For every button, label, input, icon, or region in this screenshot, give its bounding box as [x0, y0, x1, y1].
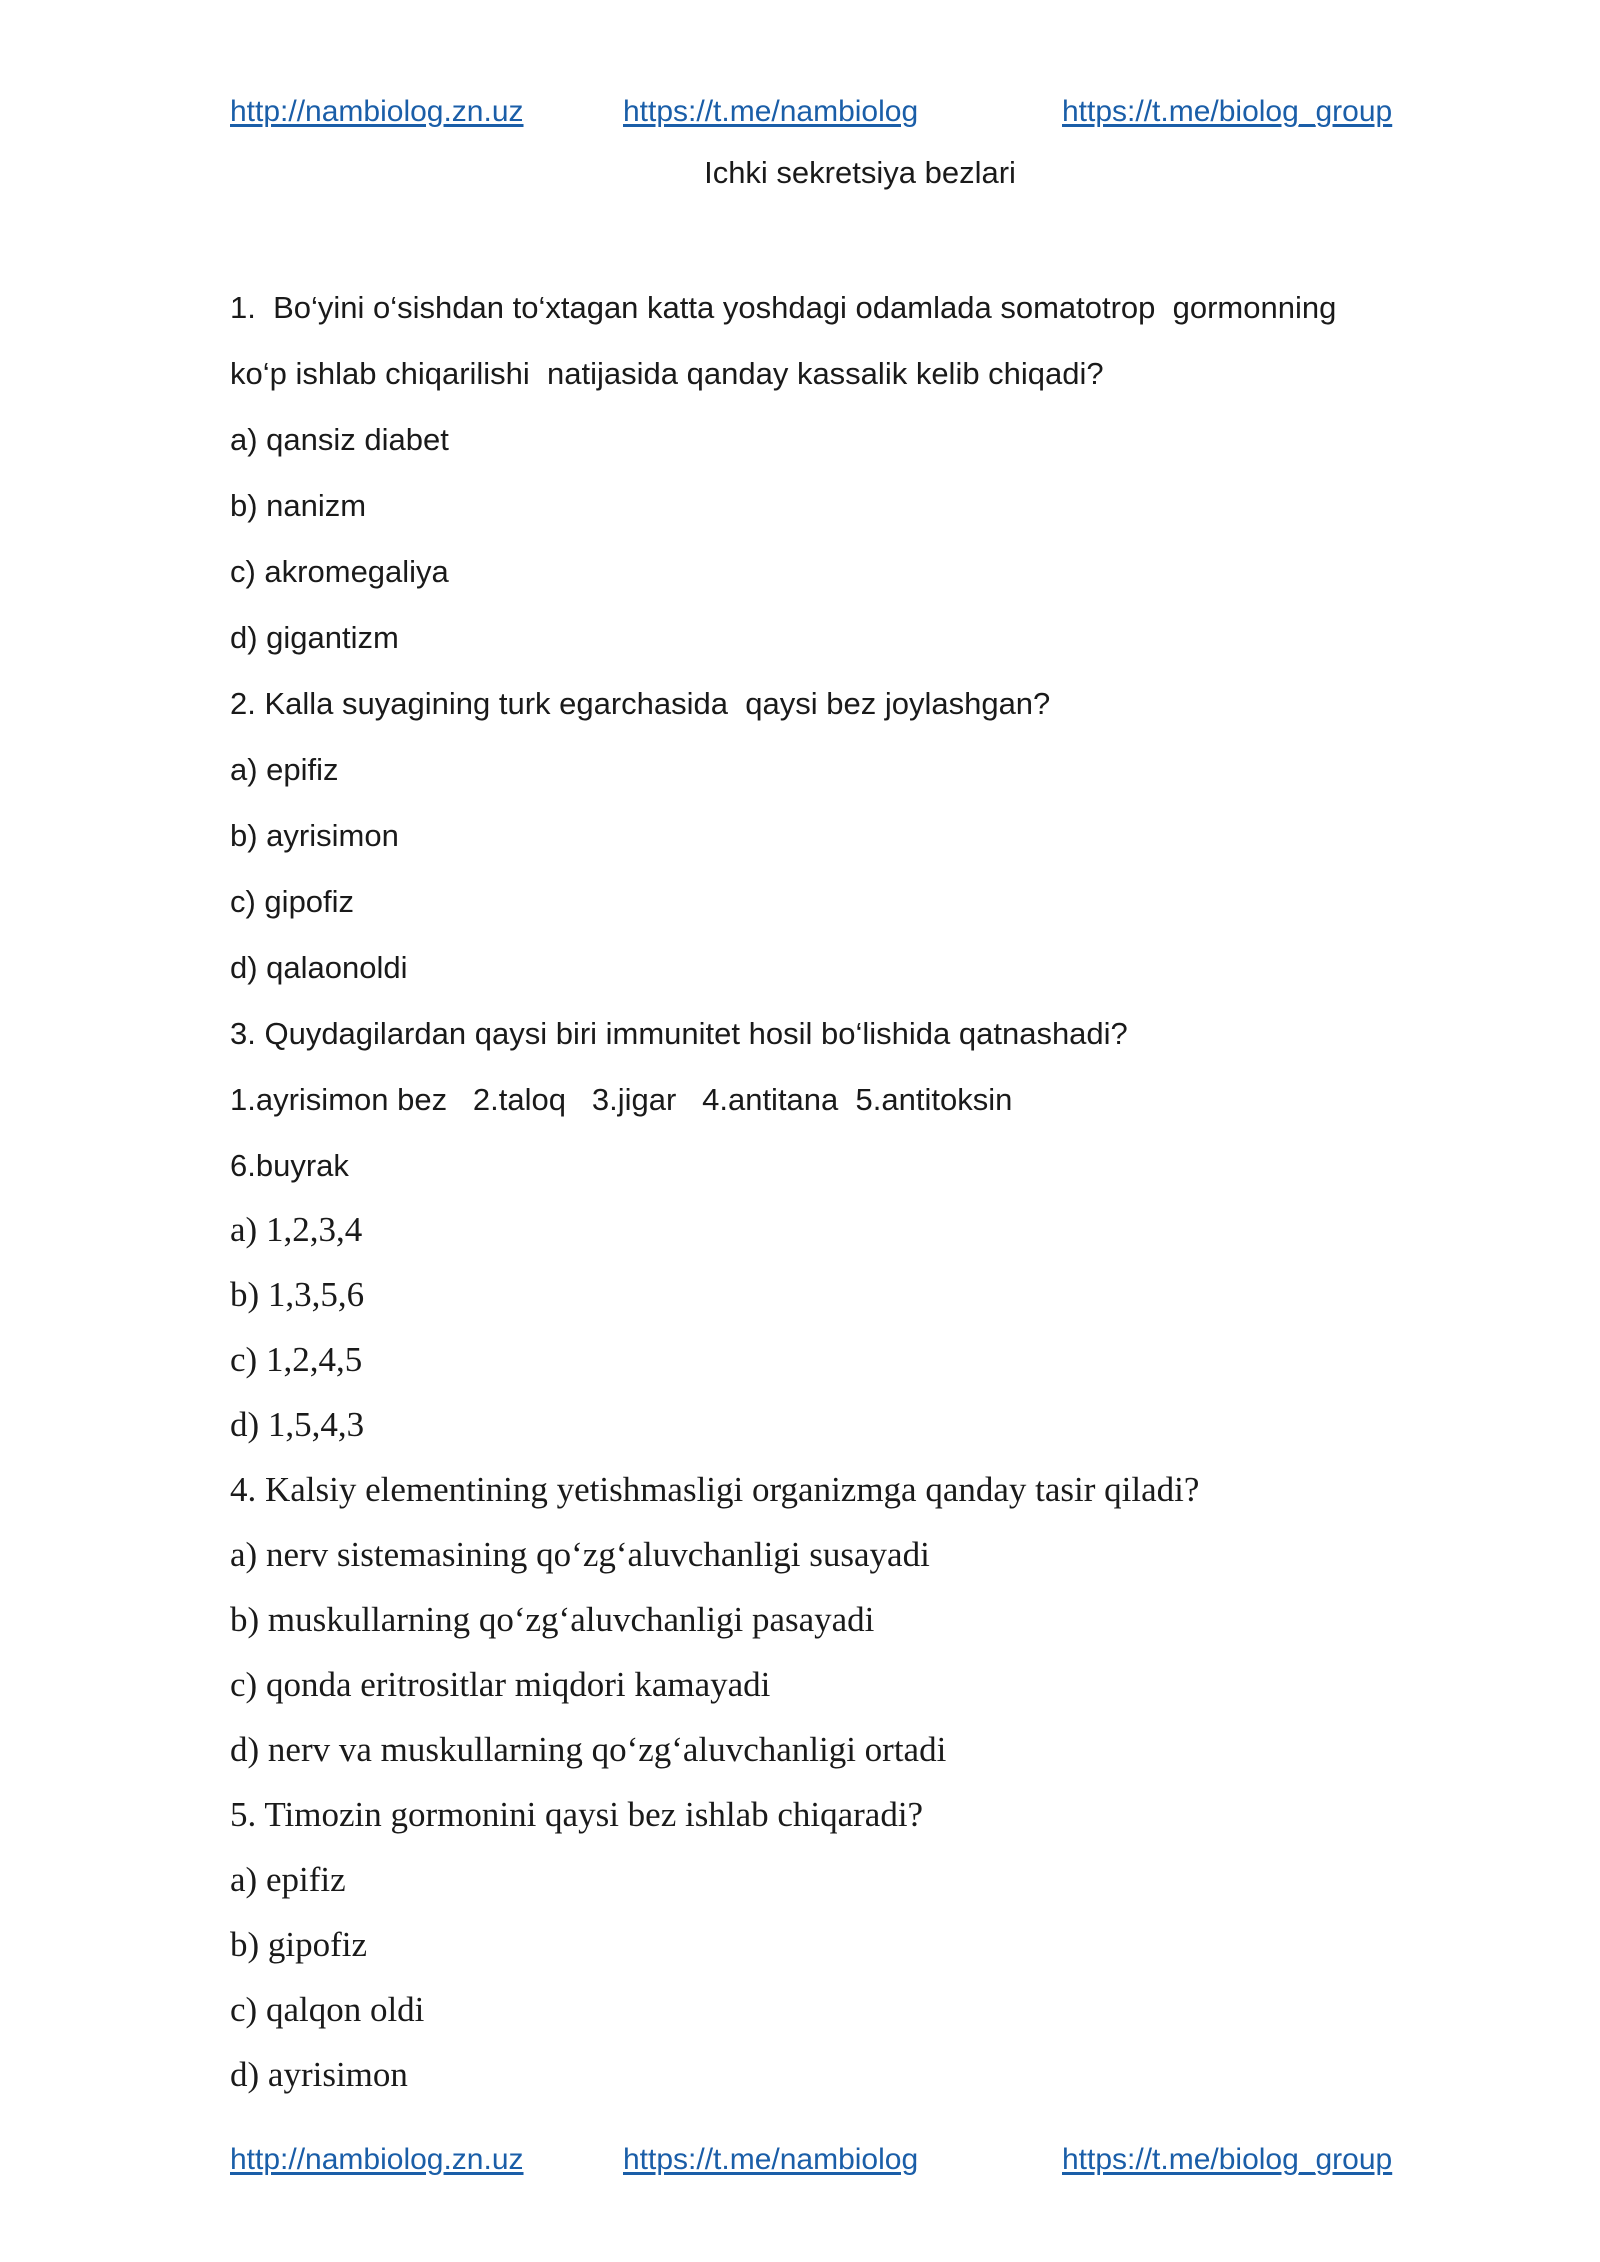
question-4-option-a: a) nerv sistemasining qo‘zg‘aluvchanligi susayadi	[230, 1535, 930, 1574]
question-3-option-d: d) 1,5,4,3	[230, 1405, 365, 1444]
question-5-text: 5. Timozin gormonini qaysi bez ishlab chiqaradi?	[230, 1795, 924, 1834]
question-3-list-line-2: 6.buyrak	[230, 1148, 349, 1183]
telegram-channel-link[interactable]: https://t.me/nambiolog	[623, 95, 919, 128]
question-1-text-line-2: ko‘p ishlab chiqarilishi natijasida qanday kassalik kelib chiqadi?	[230, 356, 1104, 391]
question-5-option-d: d) ayrisimon	[230, 2055, 408, 2094]
question-4-option-c: c) qonda eritrositlar miqdori kamayadi	[230, 1665, 771, 1704]
website-link[interactable]: http://nambiolog.zn.uz	[230, 95, 524, 128]
question-3-option-c: c) 1,2,4,5	[230, 1340, 363, 1379]
question-3-text: 3. Quydagilardan qaysi biri immunitet hosil bo‘lishida qatnashadi?	[230, 1016, 1128, 1051]
telegram-channel-link[interactable]: https://t.me/nambiolog	[623, 2143, 919, 2176]
question-5-option-c: c) qalqon oldi	[230, 1990, 425, 2029]
question-2-option-a: a) epifiz	[230, 752, 339, 787]
question-1-text-line-1: 1. Bo‘yini o‘sishdan to‘xtagan katta yoshdagi odamlada somatotrop gormonning	[230, 290, 1337, 325]
question-1-option-b: b) nanizm	[230, 488, 367, 523]
question-3-option-b: b) 1,3,5,6	[230, 1275, 365, 1314]
website-link[interactable]: http://nambiolog.zn.uz	[230, 2143, 524, 2176]
question-2-text: 2. Kalla suyagining turk egarchasida qaysi bez joylashgan?	[230, 686, 1051, 721]
question-4-option-b: b) muskullarning qo‘zg‘aluvchanligi pasayadi	[230, 1600, 875, 1639]
question-1-option-a: a) qansiz diabet	[230, 422, 449, 457]
header-links	[0, 95, 1600, 135]
question-4-text: 4. Kalsiy elementining yetishmasligi organizmga qanday tasir qiladi?	[230, 1470, 1200, 1509]
question-1-option-c: c) akromegaliya	[230, 554, 449, 589]
question-2-option-b: b) ayrisimon	[230, 818, 399, 853]
question-3-option-a: a) 1,2,3,4	[230, 1210, 363, 1249]
question-2-option-c: c) gipofiz	[230, 884, 355, 919]
question-1-option-d: d) gigantizm	[230, 620, 399, 655]
question-5-option-b: b) gipofiz	[230, 1925, 368, 1964]
question-4-option-d: d) nerv va muskullarning qo‘zg‘aluvchanligi ortadi	[230, 1730, 947, 1769]
question-2-option-d: d) qalaonoldi	[230, 950, 408, 985]
footer-links	[0, 2143, 1600, 2183]
question-3-list-line-1: 1.ayrisimon bez 2.taloq 3.jigar 4.antitana 5.antitoksin	[230, 1082, 1013, 1117]
telegram-group-link[interactable]: https://t.me/biolog_group	[1062, 2143, 1393, 2176]
question-5-option-a: a) epifiz	[230, 1860, 346, 1899]
telegram-group-link[interactable]: https://t.me/biolog_group	[1062, 95, 1393, 128]
document-title: Ichki sekretsiya bezlari	[704, 155, 1016, 190]
